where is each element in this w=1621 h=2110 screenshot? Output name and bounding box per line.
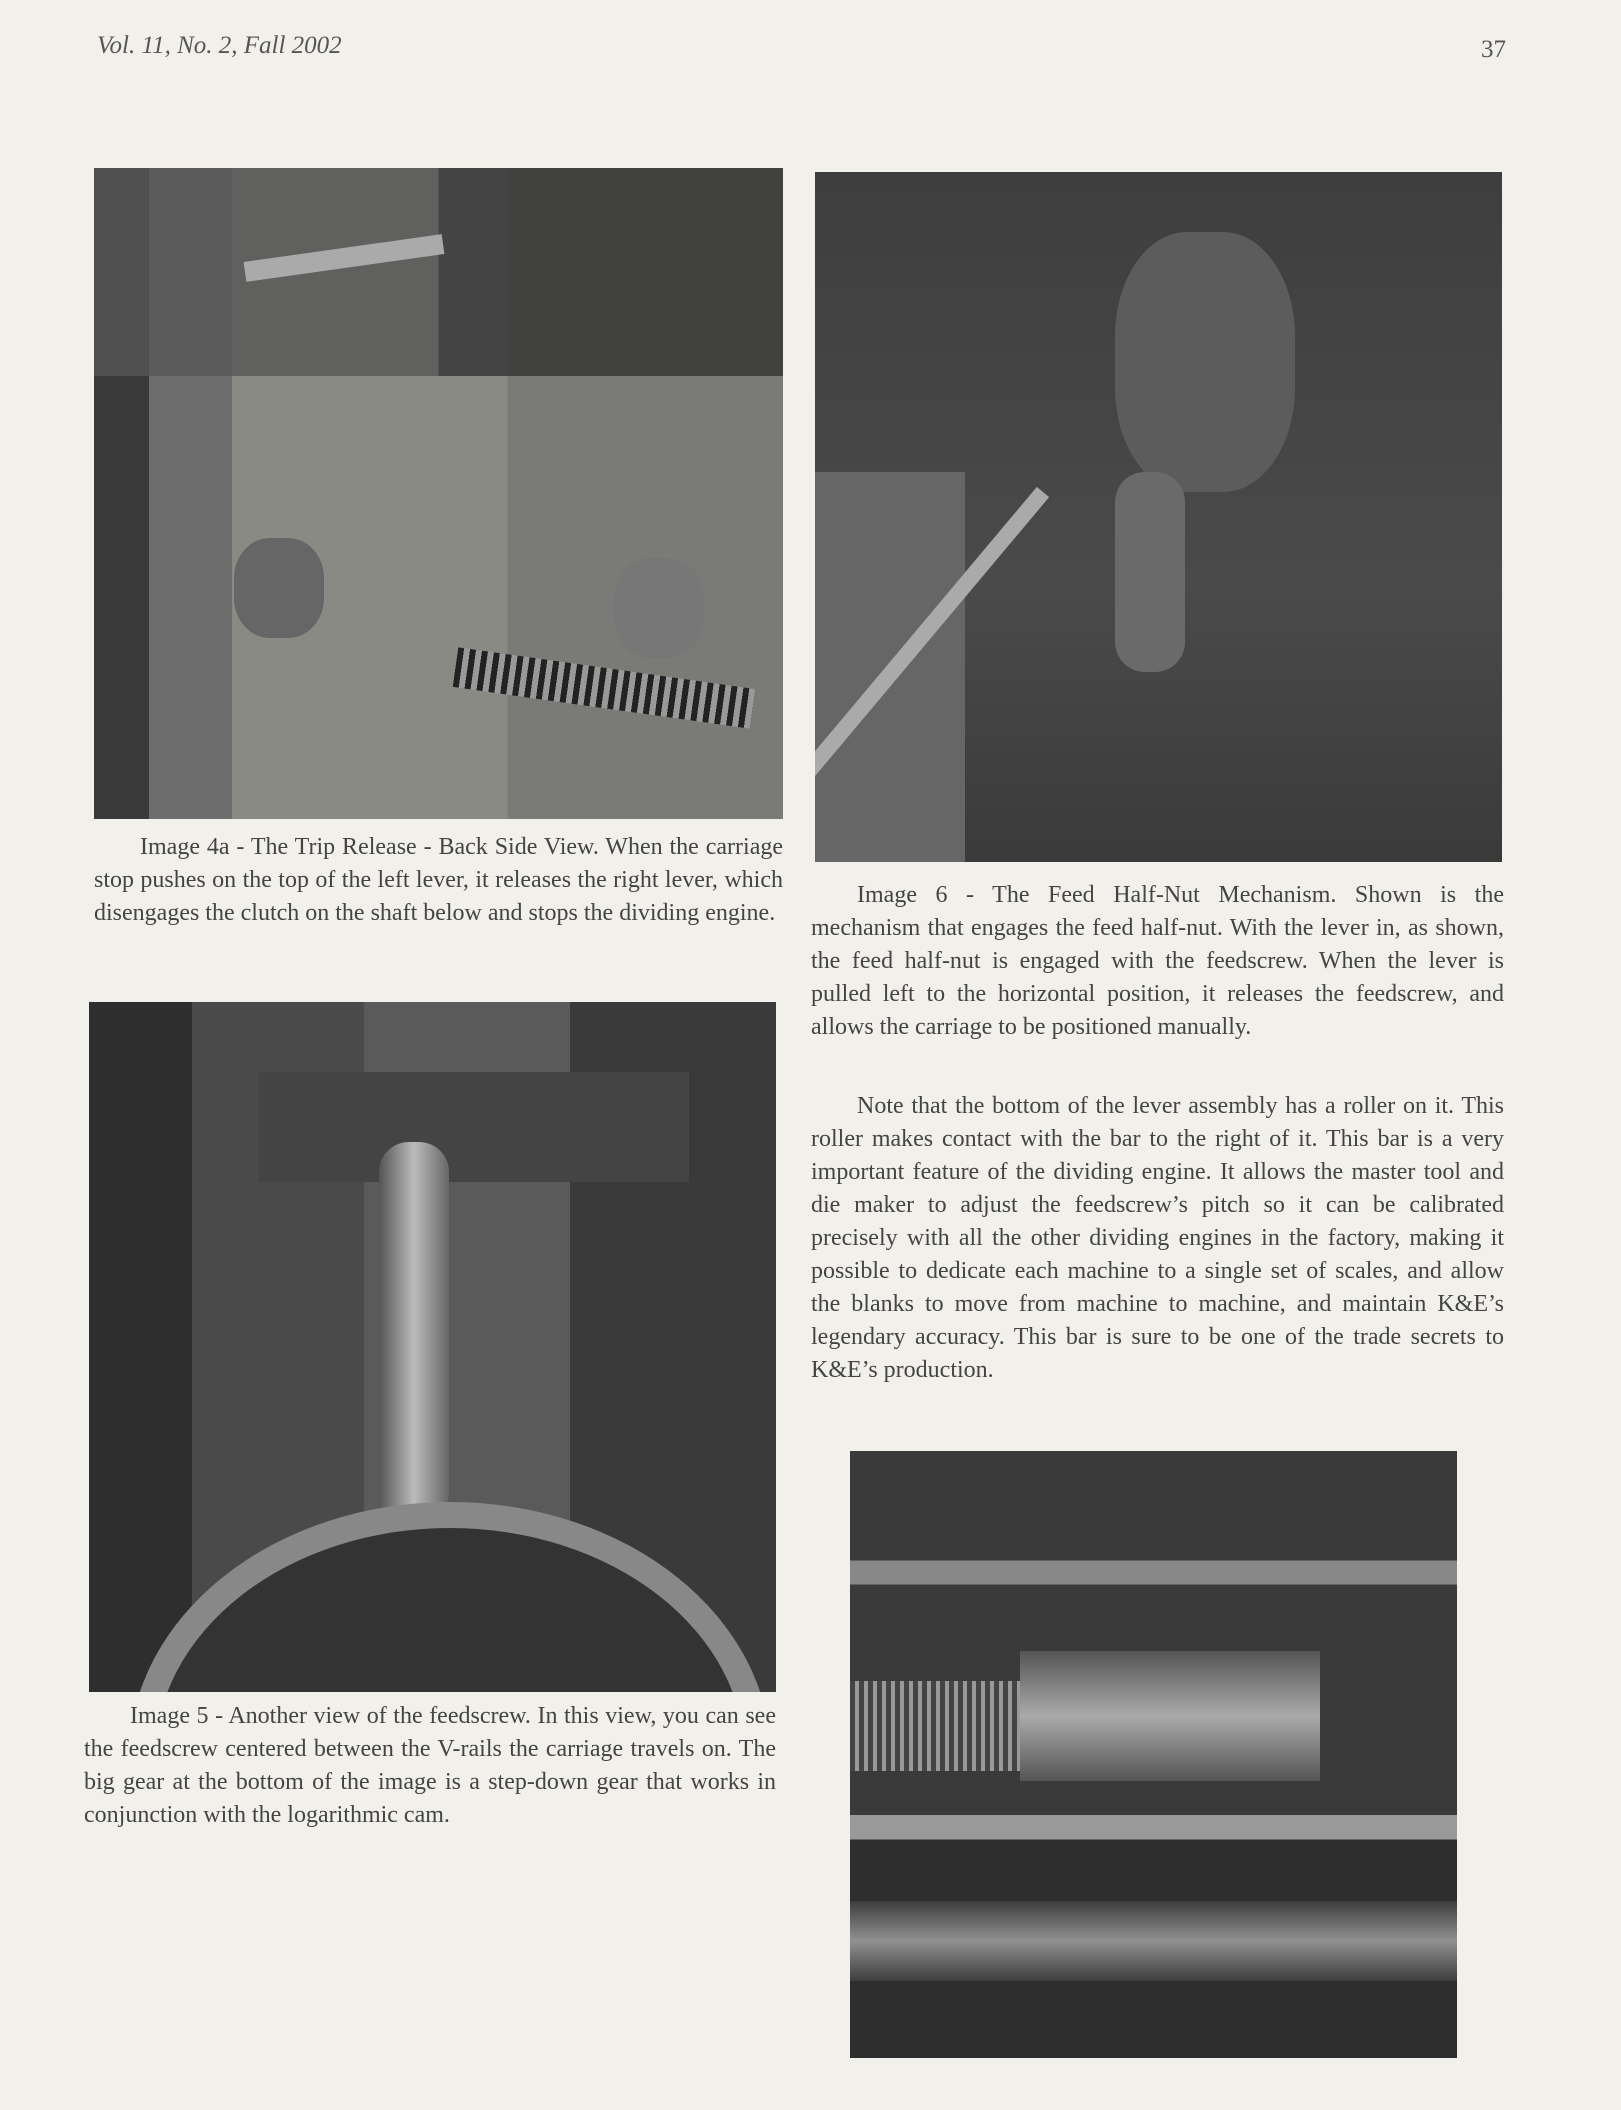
photo-trip-release [94, 168, 783, 819]
caption-image-6 [811, 879, 1504, 1044]
body-text [811, 1090, 1504, 1387]
caption-image-5 [84, 1700, 776, 1832]
page-number: 37 [1481, 36, 1506, 63]
caption-text: Image 4a - The Trip Release - Back Side View. When the carriage stop pushes on the top of the left lever, it releases the right lever, which disengages the clutch on the shaft below and stops the dividing engine. [94, 834, 783, 926]
photo-feedscrew-closeup [850, 1451, 1457, 2058]
body-paragraph: Note that the bottom of the lever assembly has a roller on it. This roller makes contact with the bar to the right of it. This bar is a very important feature of the dividing engine. It allows the master tool and die maker to adjust the feedscrew’s pitch so it can be calibrated precisely with all the other dividing engines in the factory, making it possible to dedicate each machine to a single set of scales, and allow the blanks to move from machine to machine, and maintain K&E’s legendary accuracy. This bar is sure to be one of the trade secrets to K&E’s production. [811, 1093, 1504, 1383]
caption-text: Image 6 - The Feed Half-Nut Mechanism. Shown is the mechanism that engages the feed half-nut. With the lever in, as shown, the feed half-nut is engaged with the feedscrew. When the lever is pulled left to the horizontal position, it releases the feedscrew, and allows the carriage to be positioned manually. [811, 882, 1504, 1040]
photo-feedscrew [89, 1002, 776, 1692]
caption-text: Image 5 - Another view of the feedscrew. In this view, you can see the feedscrew centered between the V-rails the carriage travels on. The big gear at the bottom of the image is a step-down gear that works in conjunction with the logarithmic cam. [84, 1703, 776, 1828]
running-title: Vol. 11, No. 2, Fall 2002 [97, 32, 342, 59]
photo-feed-half-nut [815, 172, 1502, 862]
caption-image-4a [94, 831, 783, 930]
